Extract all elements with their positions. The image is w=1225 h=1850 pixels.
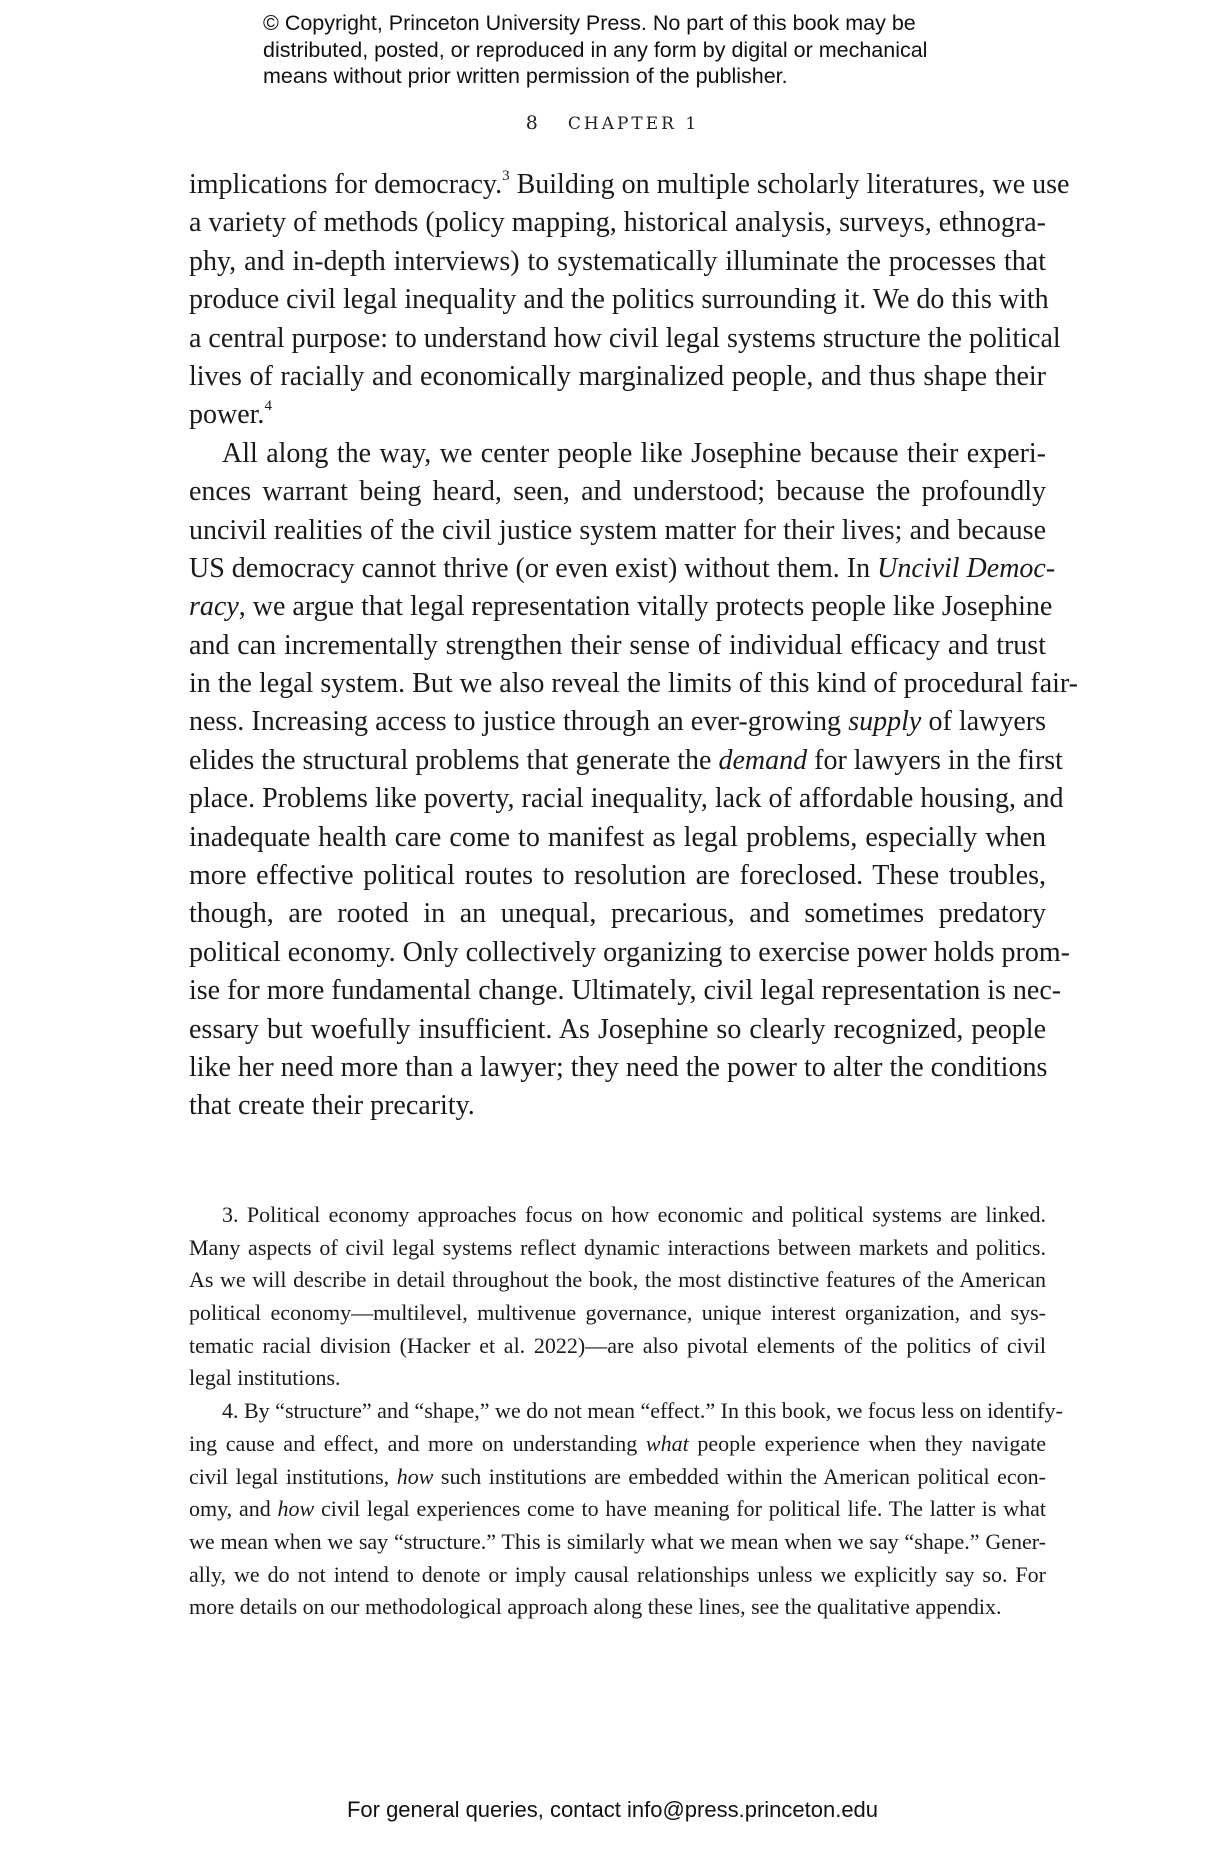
footnote-line: 4. By “structure” and “shape,” we do not mean “effect.” In this book, we focus less on identify- bbox=[222, 1398, 1063, 1424]
footnote-4 bbox=[189, 1395, 1063, 1624]
text-line: inadequate health care come to manifest as legal problems, especially when bbox=[189, 821, 1046, 853]
text-line bbox=[189, 550, 1056, 588]
text-line: political economy. Only collectively organizing to exercise power holds prom- bbox=[189, 936, 1070, 968]
text-line: more effective political routes to resolution are foreclosed. These troubles, bbox=[189, 860, 1046, 892]
contact-footer: For general queries, contact info@press.princeton.edu bbox=[346, 1797, 879, 1822]
footnote-line bbox=[189, 1493, 1046, 1526]
emphasis-supply: supply bbox=[848, 706, 922, 738]
text-line: in the legal system. But we also reveal the limits of this kind of procedural fair- bbox=[189, 668, 1078, 700]
book-title-italic: racy bbox=[189, 591, 239, 623]
text-line: though, are rooted in an unequal, precarious, and sometimes predatory bbox=[189, 898, 1046, 930]
paragraph-2 bbox=[189, 435, 1078, 1126]
footnote-line: Many aspects of civil legal systems reflect dynamic interactions between markets and politics. bbox=[189, 1234, 1046, 1260]
emphasis-how: how bbox=[277, 1496, 315, 1522]
copyright-line: © Copyright, Princeton University Press. No part of this book may be bbox=[263, 11, 916, 35]
text-line: ise for more fundamental change. Ultimately, civil legal representation is nec- bbox=[189, 975, 1062, 1007]
text-line: like her need more than a lawyer; they need the power to alter the conditions bbox=[189, 1051, 1048, 1083]
page-number: 8 bbox=[525, 112, 538, 134]
text-line: a variety of methods (policy mapping, historical analysis, surveys, ethnogra- bbox=[189, 207, 1046, 239]
footnote-line: political economy—multilevel, multivenue governance, unique interest organization, and sys- bbox=[189, 1300, 1046, 1326]
footnote-ref-3[interactable]: 3 bbox=[502, 168, 510, 184]
text-line: place. Problems like poverty, racial inequality, lack of affordable housing, and bbox=[189, 783, 1064, 815]
text-line bbox=[189, 396, 1046, 434]
text-run: US democracy cannot thrive (or even exist) without them. In bbox=[189, 552, 878, 584]
emphasis-what: what bbox=[645, 1430, 689, 1456]
text-run: omy, and bbox=[189, 1496, 278, 1522]
copyright-notice bbox=[263, 10, 983, 90]
text-run: of lawyers bbox=[921, 706, 1046, 738]
footnote-line: ally, we do not intend to denote or imply causal relationships unless we explicitly say so. For bbox=[189, 1561, 1046, 1587]
running-head bbox=[0, 112, 1225, 134]
text-line: phy, and in-depth interviews) to systematically illuminate the processes that bbox=[189, 245, 1046, 277]
copyright-line: distributed, posted, or reproduced in any form by digital or mechanical bbox=[263, 37, 928, 62]
footnote-line bbox=[189, 1428, 1046, 1461]
text-line: produce civil legal inequality and the politics surrounding it. We do this with bbox=[189, 284, 1049, 316]
text-run: civil legal experiences come to have meaning for political life. The latter is what bbox=[314, 1496, 1046, 1522]
text-line: that create their precarity. bbox=[189, 1090, 475, 1122]
chapter-label: CHAPTER 1 bbox=[567, 114, 700, 134]
emphasis-demand: demand bbox=[718, 744, 808, 776]
text-line bbox=[189, 166, 1070, 204]
footnote-ref-4[interactable]: 4 bbox=[264, 398, 272, 415]
text-line: a central purpose: to understand how civil legal systems structure the political bbox=[189, 322, 1061, 354]
footnote-line: legal institutions. bbox=[189, 1365, 341, 1391]
text-line: uncivil realities of the civil justice system matter for their lives; and because bbox=[189, 514, 1046, 546]
footnote-line: 3. Political economy approaches focus on how economic and political systems are linked. bbox=[222, 1202, 1046, 1227]
text-run: elides the structural problems that generate the bbox=[189, 744, 719, 776]
book-title-italic: Uncivil Democ- bbox=[877, 552, 1056, 584]
footnote-line: more details on our methodological approach along these lines, see the qualitative appendix. bbox=[189, 1594, 1002, 1620]
footnote-3 bbox=[189, 1199, 1046, 1395]
text-run: such institutions are embedded within the American political econ- bbox=[433, 1463, 1046, 1489]
text-run: civil legal institutions, bbox=[189, 1463, 397, 1489]
text-run: ness. Increasing access to justice through an ever-growing bbox=[189, 706, 849, 738]
text-run: Building on multiple scholarly literatures, we use bbox=[509, 169, 1070, 200]
footnote-line: As we will describe in detail throughout the book, the most distinctive features of the American bbox=[189, 1267, 1046, 1293]
text-line: All along the way, we center people like Josephine because their experi- bbox=[222, 437, 1046, 469]
text-line: essary but woefully insufficient. As Josephine so clearly recognized, people bbox=[189, 1013, 1046, 1045]
text-line: lives of racially and economically marginalized people, and thus shape their bbox=[189, 360, 1046, 392]
main-text bbox=[189, 166, 1078, 1126]
text-run: people experience when they navigate bbox=[688, 1430, 1046, 1456]
text-line: ences warrant being heard, seen, and understood; because the profoundly bbox=[189, 476, 1046, 508]
footnote-line: tematic racial division (Hacker et al. 2022)—are also pivotal elements of the politics of civil bbox=[189, 1332, 1046, 1358]
emphasis-how: how bbox=[396, 1463, 434, 1489]
text-line bbox=[189, 742, 1063, 780]
footnote-line bbox=[189, 1461, 1046, 1494]
text-line bbox=[189, 588, 1053, 626]
text-line bbox=[189, 703, 1046, 741]
paragraph-1 bbox=[189, 166, 1070, 435]
copyright-line: means without prior written permission of the publisher. bbox=[263, 64, 788, 88]
text-run: , we argue that legal representation vitally protects people like Josephine bbox=[238, 591, 1053, 623]
text-line: and can incrementally strengthen their sense of individual efficacy and trust bbox=[189, 629, 1046, 661]
text-run: power. bbox=[189, 399, 265, 431]
footnote-line: we mean when we say “structure.” This is similarly what we mean when we say “shape.” Gener- bbox=[189, 1528, 1046, 1554]
text-run: for lawyers in the first bbox=[807, 744, 1063, 776]
footnotes bbox=[189, 1199, 1063, 1624]
text-run: implications for democracy. bbox=[189, 169, 503, 200]
text-run: ing cause and effect, and more on understanding bbox=[189, 1430, 646, 1456]
